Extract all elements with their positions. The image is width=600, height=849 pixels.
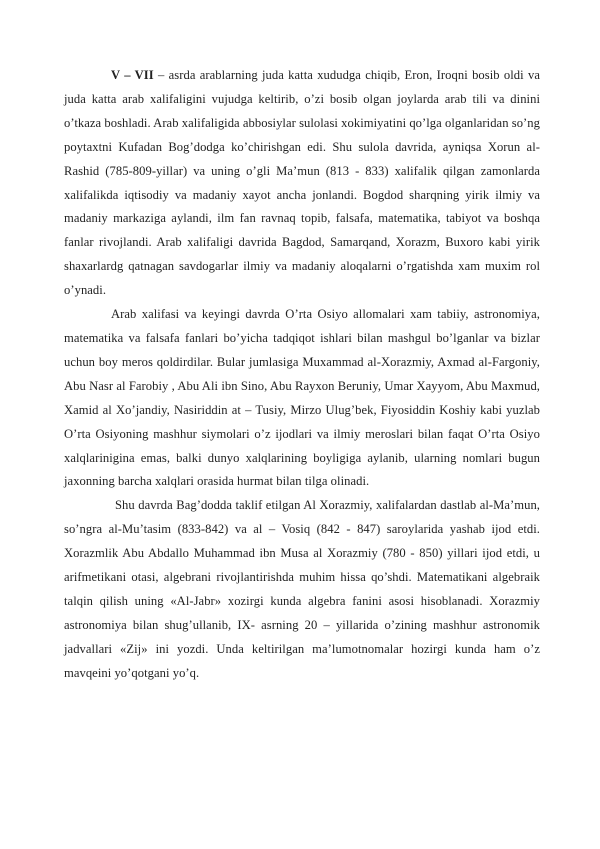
paragraph-3-text: Shu davrda Bag’dodda taklif etilgan Al Xorazmiy, xalifalardan dastlab al-Ma’mun, so’ngra al-Mu’tasim (833-842) va al – Vosiq (842 - 847) saroylarida yashab ijod etdi. Xorazmlik Abu Abdallo Muhammad ibn Musa al Xorazmiy (780 - 850) yillari ijod etdi, u arifmetikani otasi, algebrani rivojlantirishda muhim hissa qo’shdi. Matematikani algebraik talqin qilish uning «Al-Jabr» xozirgi kunda algebra fanini asosi hisoblanadi. Xorazmiy astronomiya bilan shug’ullanib, IX- asrning 20 – yillarida o’zining mashhur astronomik jadvallari «Zij» ini yozdi. Unda keltirilgan ma’lumotnomalar hozirgi kunda ham o’z mavqeini yo’qotgani yo’q.	[64, 498, 540, 680]
paragraph-2	[64, 303, 540, 494]
paragraph-1-text: – asrda arablarning juda katta xududga chiqib, Eron, Iroqni bosib oldi va juda katta arab xalifaligini vujudga keltirib, o’zi bosib olgan joylarda arab tili va dinini o’tkaza boshladi. Arab xalifaligida abbosiylar sulolasi xokimiyatini qo’lga olganlaridan so’ng poytaxtni Kufadan Bog’dodga ko’chirishgan edi. Shu sulola davrida, ayniqsa Xorun al-Rashid (785-809-yillar) va uning o’gli Ma’mun (813 - 833) xalifalik qilgan zamonlarda xalifalikda iqtisodiy va madaniy xayot ancha jonlandi. Bogdod sharqning yirik ilmiy va madaniy markaziga aylandi, ilm fan ravnaq topib, falsafa, matematika, tabiyot va boshqa fanlar rivojlandi. Arab xalifaligi davrida Bagdod, Samarqand, Xorazm, Buxoro kabi yirik shaxarlardg qatnagan savdogarlar ilmiy va madaniy aloqalarni o’rgatishda xam muxim rol o’ynadi.	[64, 68, 540, 298]
paragraph-2-text: Arab xalifasi va keyingi davrda O’rta Osiyo allomalari xam tabiiy, astronomiya, matematika va falsafa fanlari bo’yicha tadqiqot ishlari bilan mashgul bo’lganlar va bizlar uchun boy meros qoldirdilar. Bular jumlasiga Muxammad al-Xorazmiy, Axmad al-Fargoniy, Abu Nasr al Farobiy , Abu Ali ibn Sino, Abu Rayxon Beruniy, Umar Xayyom, Abu Maxmud, Xamid al Xo’jandiy, Nasiriddin at – Tusiy, Mirzo Ulug’bek, Fiyosiddin Koshiy kabi yuzlab O’rta Osiyoning mashhur siymolari o’z ijodlari va ilmiy meroslari bilan faqat O’rta Osiyo xalqlarinigina emas, balki dunyo xalqlarining boyligiga aylanib, ularning nomlari bugun jaxonning barcha xalqlari orasida hurmat bilan tilga olinadi.	[64, 307, 540, 489]
paragraph-1	[64, 64, 540, 303]
century-range-bold: V – VII	[111, 68, 154, 82]
paragraph-3	[64, 494, 540, 685]
